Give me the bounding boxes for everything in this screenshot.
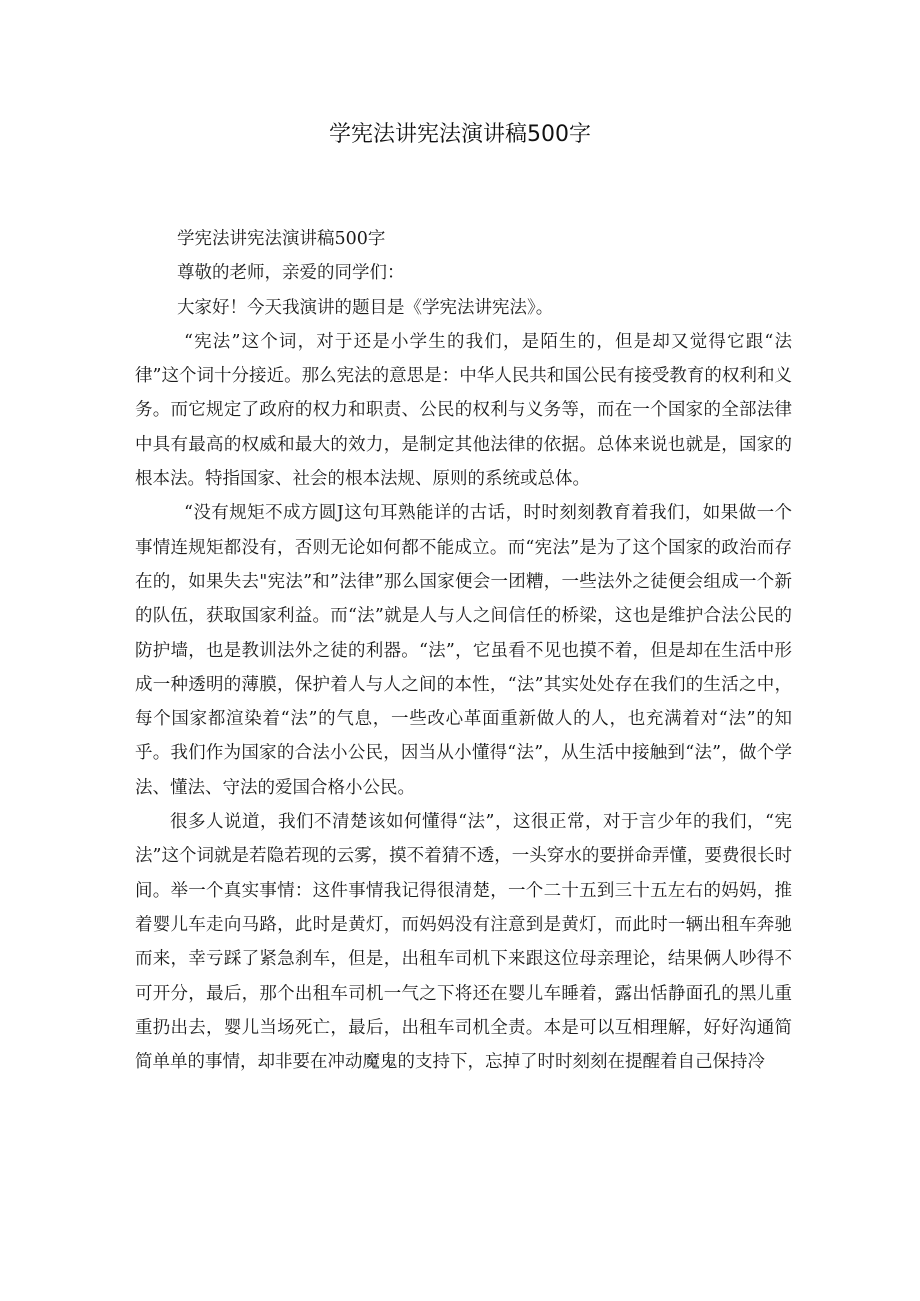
paragraph-subtitle: 学宪法讲宪法演讲稿500字 [177, 229, 386, 249]
paragraph-greeting: 大家好！今天我演讲的题目是《学宪法讲宪法》。 [177, 297, 554, 318]
paragraph-salutation: 尊敬的老师，亲爱的同学们： [177, 263, 405, 284]
paragraph-constitution-meaning: “宪法”这个词，对于还是小学生的我们，是陌生的，但是却又觉得它跟“法律”这个词十分接近。那么宪法的意思是：中华人民共和国公民有接受教育的权利和义务。而它规定了政府的权力和职责、公民的权利与义务等，而在一个国家的全部法律中具有最高的权威和最大的效力，是制定其他法律的依据。总体来说也就是，国家的根本法。特指国家、社会的根本法规、原则的系统或总体。 [135, 331, 792, 490]
paragraph-rules: “没有规矩不成方圆J这句耳熟能详的古话，时时刻刻教育着我们，如果做一个事情连规矩都没有，否则无论如何都不能成立。而“宪法”是为了这个国家的政治而存在的，如果失去"宪法”和”法律”那么国家便会一团糟，一些法外之徒便会组成一个新的队伍，获取国家利益。而“法”就是人与人之间信任的桥梁，这也是维护合法公民的防护墙，也是教训法外之徒的利器。“法”，它虽看不见也摸不着，但是却在生活中形成一种透明的薄膜，保护着人与人之间的本性，“法”其实处处存在我们的生活之中，每个国家都渲染着“法”的气息，一些改心革面重新做人的人，也充满着对“法”的知乎。我们作为国家的合法小公民，因当从小懂得“法”，从生活中接触到“法”，做个学法、懂法、守法的爱国合格小公民。 [135, 503, 792, 798]
page-title: 学宪法讲宪法演讲稿500字 [329, 122, 591, 147]
document-body [135, 222, 792, 1079]
paragraph-story: 很多人说道，我们不清楚该如何懂得“法”，这很正常，对于言少年的我们，“宪法”这个词就是若隐若现的云雾，摸不着猜不透，一头穿水的要拼命弄懂，要费很长时间。举一个真实事情：这件事情我记得很清楚，一个二十五到三十五左右的妈妈，推着婴儿车走向马路，此时是黄灯，而妈妈没有注意到是黄灯，而此时一辆出租车奔驰而来，幸亏踩了紧急刹车，但是，出租车司机下来跟这位母亲理论，结果俩人吵得不可开分，最后，那个出租车司机一气之下将还在婴儿车睡着，露出恬静面孔的黑儿重重扔出去，婴儿当场死亡，最后，出租车司机全责。本是可以互相理解，好好沟通简简单单的事情，却非要在冲动魔鬼的支持下，忘掉了时时刻刻在提醒着自己保持冷 [135, 812, 792, 1073]
